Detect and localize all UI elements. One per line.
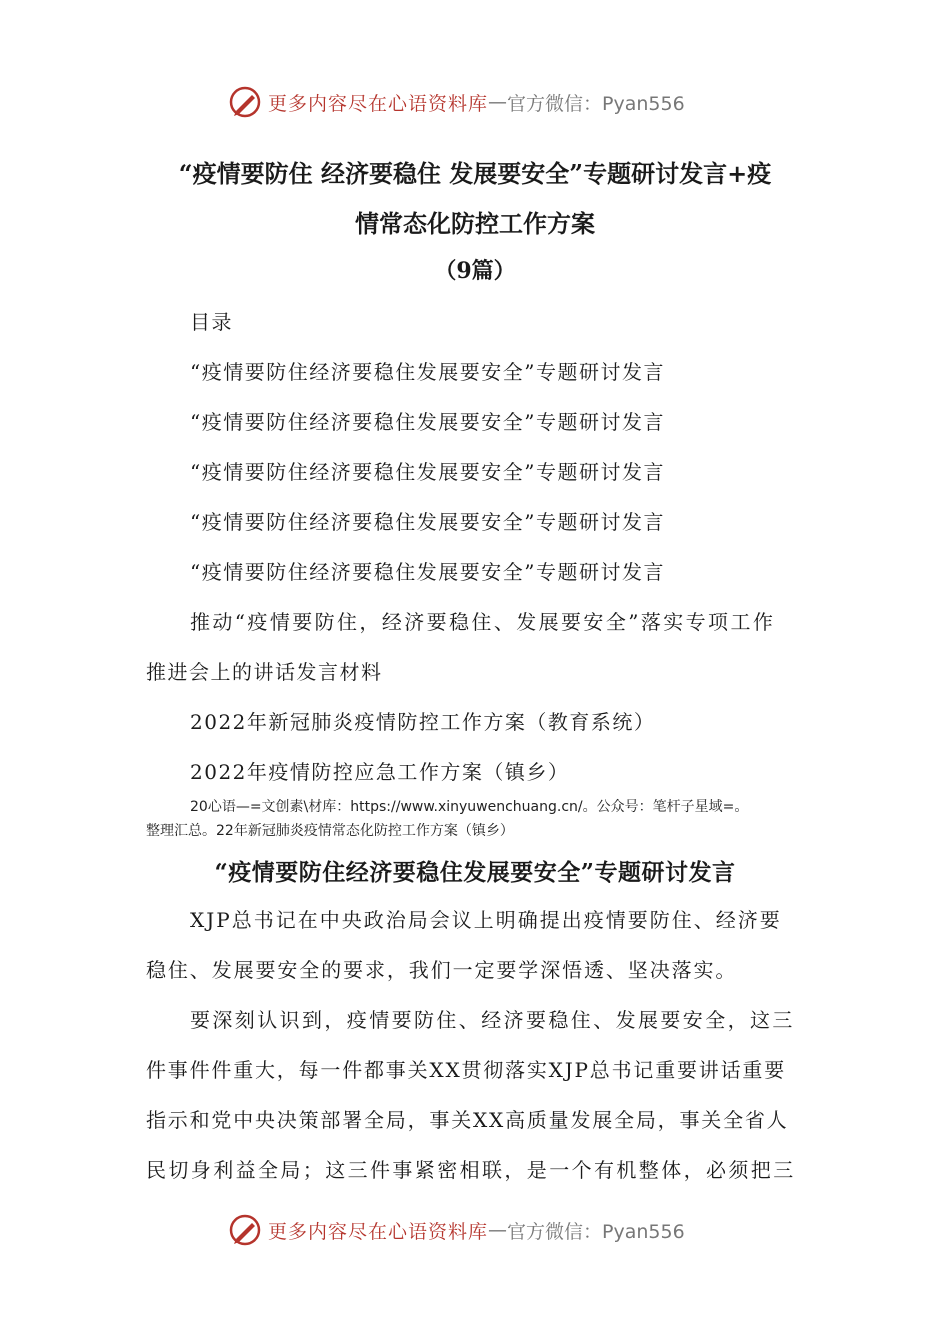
toc-item[interactable]: 2022年新冠肺炎疫情防控工作方案（教育系统）	[190, 710, 656, 734]
body-paragraph-line: 民切身利益全局；这三件事紧密相联，是一个有机整体，必须把三	[146, 1158, 796, 1182]
body-paragraph-line: 稳住、发展要安全的要求，我们一定要学深悟透、坚决落实。	[146, 958, 738, 982]
toc-item[interactable]: “疫情要防住经济要稳住发展要安全”专题研讨发言	[190, 360, 665, 384]
section-heading: “疫情要防住经济要稳住发展要安全”专题研讨发言	[214, 859, 736, 886]
toc-item[interactable]: “疫情要防住经济要稳住发展要安全”专题研讨发言	[190, 460, 665, 484]
banner-wechat: 官方微信：Pyan556	[507, 1220, 685, 1243]
toc-item[interactable]: “疫情要防住经济要稳住发展要安全”专题研讨发言	[190, 510, 665, 534]
body-paragraph-line: 件事件件重大，每一件都事关XX贯彻落实XJP总书记重要讲话重要	[146, 1058, 786, 1082]
pen-logo-icon	[228, 85, 262, 119]
banner-dash: —	[488, 1219, 508, 1241]
body-paragraph-line: 要深刻认识到，疫情要防住、经济要稳住、发展要安全，这三	[190, 1008, 795, 1032]
doc-title-count: （9篇）	[434, 258, 516, 284]
doc-title-line2: 情常态化防控工作方案	[355, 209, 595, 238]
source-notice-continued: 整理汇总。22年新冠肺炎疫情常态化防控工作方案（镇乡）	[146, 823, 514, 839]
toc-item[interactable]: 推动“疫情要防住，经济要稳住、发展要安全”落实专项工作	[190, 610, 776, 634]
source-notice: 20心语—=文创素\材库：https://www.xinyuwenchuang.cn/。公众号：笔杆子星域=。	[190, 799, 749, 815]
body-paragraph-line: 指示和党中央决策部署全局，事关XX高质量发展全局，事关全省人	[146, 1108, 789, 1132]
doc-title-line1: “疫情要防住 经济要稳住 发展要安全”专题研讨发言+疫	[178, 159, 772, 188]
toc-item-continued[interactable]: 推进会上的讲话发言材料	[146, 660, 383, 684]
banner-brand: 更多内容尽在心语资料库	[268, 1220, 489, 1243]
banner-dash: —	[488, 91, 508, 113]
body-paragraph-line: XJP总书记在中央政治局会议上明确提出疫情要防住、经济要	[190, 908, 782, 932]
header-banner	[228, 82, 748, 122]
toc-item[interactable]: 2022年疫情防控应急工作方案（镇乡）	[190, 760, 570, 784]
banner-wechat: 官方微信：Pyan556	[507, 92, 685, 115]
toc-item[interactable]: “疫情要防住经济要稳住发展要安全”专题研讨发言	[190, 560, 665, 584]
footer-banner	[228, 1210, 748, 1250]
toc-item[interactable]: “疫情要防住经济要稳住发展要安全”专题研讨发言	[190, 410, 665, 434]
banner-brand: 更多内容尽在心语资料库	[268, 92, 489, 115]
toc-heading: 目录	[190, 310, 233, 334]
pen-logo-icon	[228, 1213, 262, 1247]
